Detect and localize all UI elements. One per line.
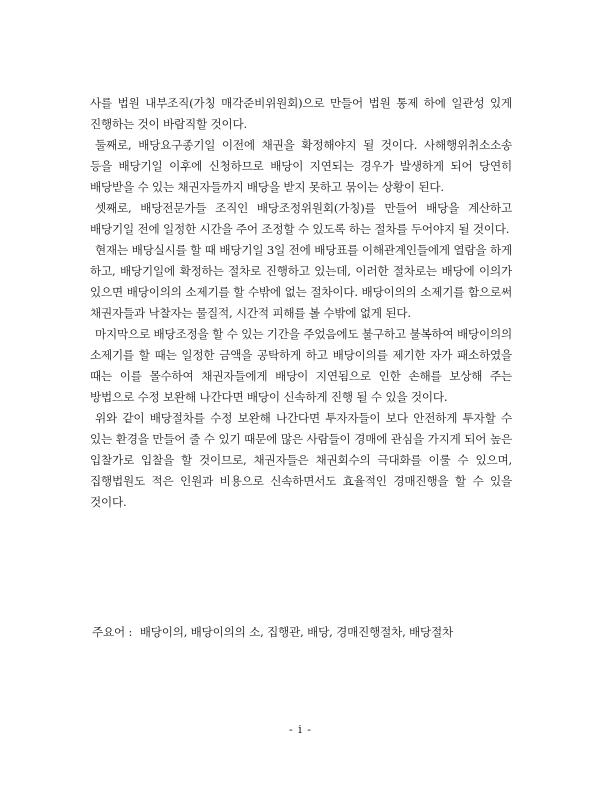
keywords-label: 주요어 : [92, 625, 133, 639]
paragraph-second: 둘째로, 배당요구종기일 이전에 채권을 확정해야지 될 것이다. 사해행위취소소송 등을 배당기일 이후에 신청하므로 배당이 지연되는 경우가 발생하게 되어 당연히 배당받을 수 있는 채권자들까지 배당을 받지 못하고 묶이는 상황이 된다. [90, 138, 512, 194]
paragraph-third: 셋째로, 배당전문가들 조직인 배당조정위원회(가칭)를 만들어 배당을 계산하고 배당기일 전에 일정한 시간을 주어 조정할 수 있도록 하는 절차를 두어야지 될 것이다. [90, 201, 512, 236]
body-text [90, 93, 512, 513]
paragraph-conclusion: 위와 같이 배당절차를 수정 보완해 나간다면 투자자들이 보다 안전하게 투자할 수 있는 환경을 만들어 줄 수 있기 때문에 많은 사람들이 경매에 관심을 가지게 되어 높은 입찰가로 입찰을 할 것이므로, 채권자들은 채권회수의 극대화를 이룰 수 있으며, 집행법원도 적은 인원과 비용으로 신속하면서도 효율적인 경매진행을 할 수 있을 것이다. [90, 411, 512, 509]
paragraph-finally: 마지막으로 배당조정을 할 수 있는 기간을 주었음에도 불구하고 불복하여 배당이의의 소제기를 할 때는 일정한 금액을 공탁하게 하고 배당이의를 제기한 자가 패소하였을 때는 이를 몰수하여 채권자들에게 배당이 지연됨으로 인한 손해를 보상해 주는 방법으로 수정 보완해 나간다면 배당이 신속하게 진행 될 수 있을 것이다. [90, 327, 512, 404]
keywords-terms: 배당이의, 배당이의의 소, 집행관, 배당, 경매진행절차, 배당절차 [139, 625, 454, 639]
paragraph-continuation: 사를 법원 내부조직(가칭 매각준비위원회)으로 만들어 법원 통제 하에 일관성 있게 진행하는 것이 바람직할 것이다. [90, 96, 512, 131]
page-number: - i - [289, 723, 312, 736]
keywords-line [92, 622, 522, 642]
paragraph-current-practice: 현재는 배당실시를 할 때 배당기일 3일 전에 배당표를 이해관계인들에게 열람을 하게 하고, 배당기일에 확정하는 절차로 진행하고 있는데, 이러한 절차로는 배당에 이의가 있으면 배당이의의 소제기를 할 수밖에 없는 절차이다. 배당이의의 소제기를 함으로써 채권자들과 낙찰자는 물질적, 시간적 피해를 볼 수밖에 없게 된다. [90, 243, 512, 320]
